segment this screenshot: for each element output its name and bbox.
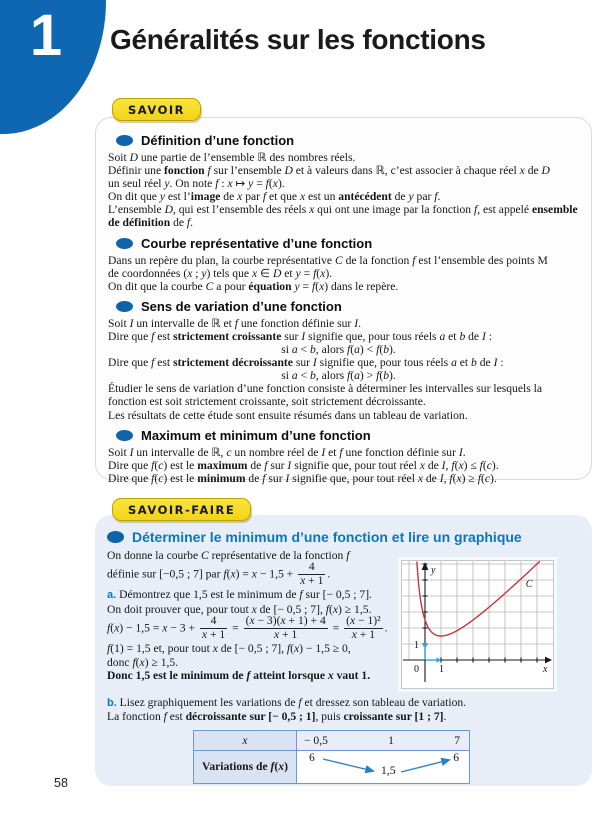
bullet-icon bbox=[116, 430, 133, 441]
section-heading: Courbe représentative d’une fonction bbox=[116, 236, 569, 251]
text-line: Dire que f est strictement croissante sur I signifie que, pour tous réels a et b de I : bbox=[108, 329, 492, 343]
bullet-icon bbox=[116, 238, 133, 249]
variation-cell bbox=[297, 750, 470, 783]
text-line: On doit prouver que, pour tout x de [− 0,5 ; 7], f(x) ≥ 1,5. bbox=[107, 602, 372, 616]
table-variations-label: Variations de f(x) bbox=[194, 750, 297, 783]
text-line: Soit I un intervalle de ℝ, c un nombre réel de I et f une fonction définie sur I. bbox=[108, 445, 466, 459]
text-line: Définir une fonction f sur l’ensemble D et à valeurs dans ℝ, c’est associer à chaque réel x de D bbox=[108, 164, 550, 178]
text-line: f(x) − 1,5 = x − 3 + $\frac{4}{x + 1}$ = $\frac{(x - 3)(x + 1) + 4}{x + 1}$ = $\frac{\text{(x − 1)²}}{x + 1}$ . bbox=[107, 614, 388, 641]
savoir-badge: SAVOIR bbox=[112, 98, 201, 121]
graph-panel bbox=[401, 560, 554, 689]
text-line: Donc 1,5 est le minimum de f atteint lorsque x vaut 1. bbox=[107, 669, 371, 683]
text-line: Dire que f est strictement décroissante sur I signifie que, pour tous réels a et b de I : bbox=[108, 356, 504, 370]
text-line: de définition de f. bbox=[108, 216, 194, 230]
part-b-text bbox=[107, 696, 574, 724]
text-line: La fonction f est décroissante sur [− 0,5 ; 1], puis croissante sur [1 ; 7]. bbox=[107, 709, 447, 723]
text-line: un seul réel y. On note f : x ↦ y = f(x). bbox=[108, 177, 285, 191]
svg-text:1: 1 bbox=[414, 640, 419, 651]
table-x-label: x bbox=[194, 730, 297, 750]
svg-text:y: y bbox=[431, 565, 436, 576]
text-line: On dit que y est l’image de x par f et que x est un antécédent de y par f. bbox=[108, 190, 441, 204]
text-line: Les résultats de cette étude sont ensuite résumés dans un tableau de variation. bbox=[108, 408, 468, 422]
text-line: fonction est soit strictement croissante, soit strictement décroissante. bbox=[108, 395, 426, 409]
text-line: Étudier le sens de variation d’une fonction consiste à déterminer les intervalles sur lesquels la bbox=[108, 382, 542, 396]
text-line: b. Lisez graphiquement les variations de f et dressez son tableau de variation. bbox=[107, 695, 467, 709]
fraction: $\frac{\text{(x − 1)²}}{x + 1}$ bbox=[346, 614, 381, 641]
text-line: si a < b, alors f(a) > f(b). bbox=[281, 369, 396, 383]
bullet-icon bbox=[107, 531, 124, 543]
text-line: définie sur [−0,5 ; 7] par f(x) = x − 1,5 + $\frac{4}{x + 1}$ . bbox=[107, 560, 331, 587]
savoir-section bbox=[108, 299, 569, 422]
savoir-faire-badge: SAVOIR-FAIRE bbox=[112, 498, 251, 521]
savoir-section bbox=[108, 133, 578, 230]
text-line: donc f(x) ≥ 1,5. bbox=[107, 655, 179, 669]
table-x-value: 1 bbox=[388, 733, 394, 747]
svg-text:1: 1 bbox=[439, 664, 444, 675]
variation-table bbox=[193, 730, 470, 784]
bullet-icon bbox=[116, 301, 133, 312]
savoir-faire-heading-label: Déterminer le minimum d’une fonction et lire un graphique bbox=[132, 529, 522, 545]
text-line: si a < b, alors f(a) < f(b). bbox=[281, 343, 396, 357]
savoir-section bbox=[108, 428, 569, 485]
variation-value: 1,5 bbox=[381, 763, 396, 777]
page-title: Généralités sur les fonctions bbox=[110, 24, 486, 55]
table-x-value: 7 bbox=[454, 733, 460, 747]
text-line: On dit que la courbe C a pour équation y = f(x) dans le repère. bbox=[108, 279, 399, 293]
table-x-value: − 0,5 bbox=[304, 733, 328, 747]
section-heading: Définition d’une fonction bbox=[116, 133, 569, 148]
text-line: Dans un repère du plan, la courbe représentative C de la fonction f est l’ensemble des points M bbox=[108, 253, 548, 267]
text-line: Dire que f(c) est le minimum de f sur I signifie que, pour tout réel x de I, f(x) ≥ f(c). bbox=[108, 471, 497, 485]
section-heading: Maximum et minimum d’une fonction bbox=[116, 428, 569, 443]
svg-text:0: 0 bbox=[414, 664, 419, 675]
savoir-faire-heading bbox=[107, 529, 574, 545]
fraction: $\frac{4}{x + 1}$ bbox=[201, 614, 226, 641]
text-line: Soit I un intervalle de ℝ et f une fonction définie sur I. bbox=[108, 316, 361, 330]
section-heading: Sens de variation d’une fonction bbox=[116, 299, 569, 314]
text-line: L’ensemble D, qui est l’ensemble des réels x qui ont une image par la fonction f, est appelé ensemble bbox=[108, 203, 578, 217]
variation-value: 6 bbox=[309, 750, 315, 764]
text-line: On donne la courbe C représentative de la fonction f bbox=[107, 549, 350, 562]
variation-value: 6 bbox=[453, 750, 459, 764]
text-line: a. Démontrez que 1,5 est le minimum de f sur [− 0,5 ; 7]. bbox=[107, 588, 372, 602]
text-line: f(1) = 1,5 et, pour tout x de [− 0,5 ; 7], f(x) − 1,5 ≥ 0, bbox=[107, 642, 351, 656]
function-graph bbox=[402, 561, 553, 683]
savoir-section bbox=[108, 236, 569, 293]
exercise-text-column bbox=[107, 549, 407, 683]
fraction: $\frac{(x - 3)(x + 1) + 4}{x + 1}$ bbox=[245, 614, 326, 641]
text-line: de coordonnées (x ; y) tels que x ∈ D et y = f(x). bbox=[108, 266, 333, 280]
text-line: Dire que f(c) est le maximum de f sur I signifie que, pour tout réel x de I, f(x) ≤ f(c). bbox=[108, 458, 499, 472]
bullet-icon bbox=[116, 135, 133, 146]
curve-label: C bbox=[525, 579, 533, 591]
text-line: Soit D une partie de l’ensemble ℝ des nombres réels. bbox=[108, 151, 356, 164]
fraction: $\frac{4}{x + 1}$ bbox=[300, 560, 324, 587]
svg-text:x: x bbox=[543, 664, 548, 675]
savoir-faire-box bbox=[95, 515, 592, 786]
savoir-box bbox=[95, 117, 592, 485]
page-number: 58 bbox=[54, 776, 68, 790]
chapter-number: 1 bbox=[29, 3, 63, 68]
